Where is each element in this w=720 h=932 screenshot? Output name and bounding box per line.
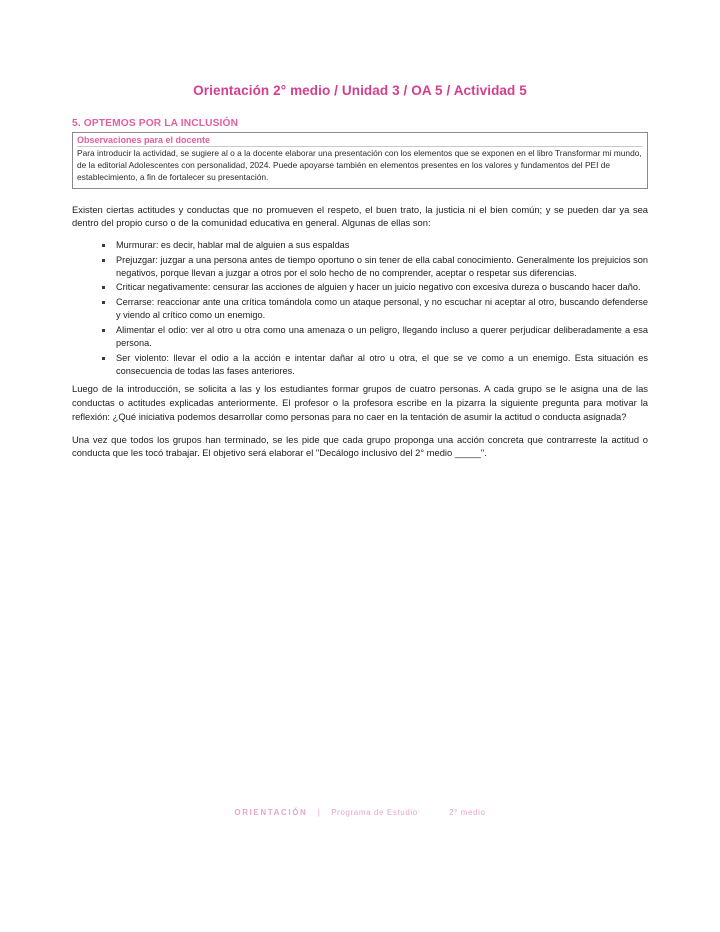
list-item: Cerrarse: reaccionar ante una crítica tomándola como un ataque personal, y no escuchar ni aceptar al otro, buscando defenderse y viendo al crítico como un enemigo.: [102, 296, 648, 323]
list-item: Ser violento: llevar el odio a la acción e intentar dañar al otro u otra, el que se ve como a un enemigo. Esta situación es consecuencia de todas las fases anteriores.: [102, 352, 648, 379]
document-content: [72, 118, 648, 469]
page-footer: [0, 808, 720, 817]
footer-brand: ORIENTACIÓN: [234, 808, 308, 817]
activity-paragraph-3: Una vez que todos los grupos han terminado, se les pide que cada grupo proponga una acción concreta que contrarreste la actitud o conducta que les tocó trabajar. El objetivo será elaborar el "Decálogo inclusivo del 2° medio _____".: [72, 433, 648, 459]
list-item: Alimentar el odio: ver al otro u otra como una amenaza o un peligro, llegando incluso a querer perjudicar deliberadamente a esa persona.: [102, 324, 648, 351]
teacher-observation-box: [72, 132, 648, 189]
list-item: Murmurar: es decir, hablar mal de alguien a sus espaldas: [102, 239, 648, 252]
list-item: Prejuzgar: juzgar a una persona antes de tiempo oportuno o sin tener de ella cabal conocimiento. Generalmente los prejuicios son negativos, porque llevan a juzgar a otros por el solo hecho de no comprender, aceptar o respetar sus diferencias.: [102, 254, 648, 281]
activity-paragraph-2: Luego de la introducción, se solicita a las y los estudiantes formar grupos de cuatro personas. A cada grupo se le asigna una de las conductas o actitudes explicadas anteriormente. El profesor o la profesora escribe en la pizarra la siguiente pregunta para motivar la reflexión: ¿Qué iniciativa podemos desarrollar como personas para no caer en la tentación de asumir la actitud o conducta asignada?: [72, 383, 648, 422]
footer-program-label: Programa de Estudio: [331, 808, 418, 817]
list-item: Criticar negativamente: censurar las acciones de alguien y hacer un juicio negativo con excesiva dureza o buscando hacer daño.: [102, 281, 648, 294]
intro-paragraph: Existen ciertas actitudes y conductas que no promueven el respeto, el buen trato, la justicia ni el bien común; y se pueden dar ya sea dentro del propio curso o de la comunidad educativa en general. Algunas de ellas son:: [72, 203, 648, 229]
section-title: 5. OPTEMOS POR LA INCLUSIÓN: [72, 118, 239, 129]
footer-level-label: 2° medio: [449, 808, 486, 817]
observation-box-title: Observaciones para el docente: [77, 135, 642, 147]
conduct-list: [72, 239, 648, 378]
footer-separator: |: [317, 808, 321, 817]
observation-box-body: Para introducir la actividad, se sugiere al o a la docente elaborar una presentación con los elementos que se exponen en el libro Transformar mi mundo, de la editorial Adolescentes con personalidad, 2024. Puede apoyarse también en elementos presentes en los valores y fundamentos del PEI de establecimiento, a fin de fortalecer su presentación.: [77, 148, 642, 182]
breadcrumb: Orientación 2° medio / Unidad 3 / OA 5 / Actividad 5: [193, 83, 527, 98]
